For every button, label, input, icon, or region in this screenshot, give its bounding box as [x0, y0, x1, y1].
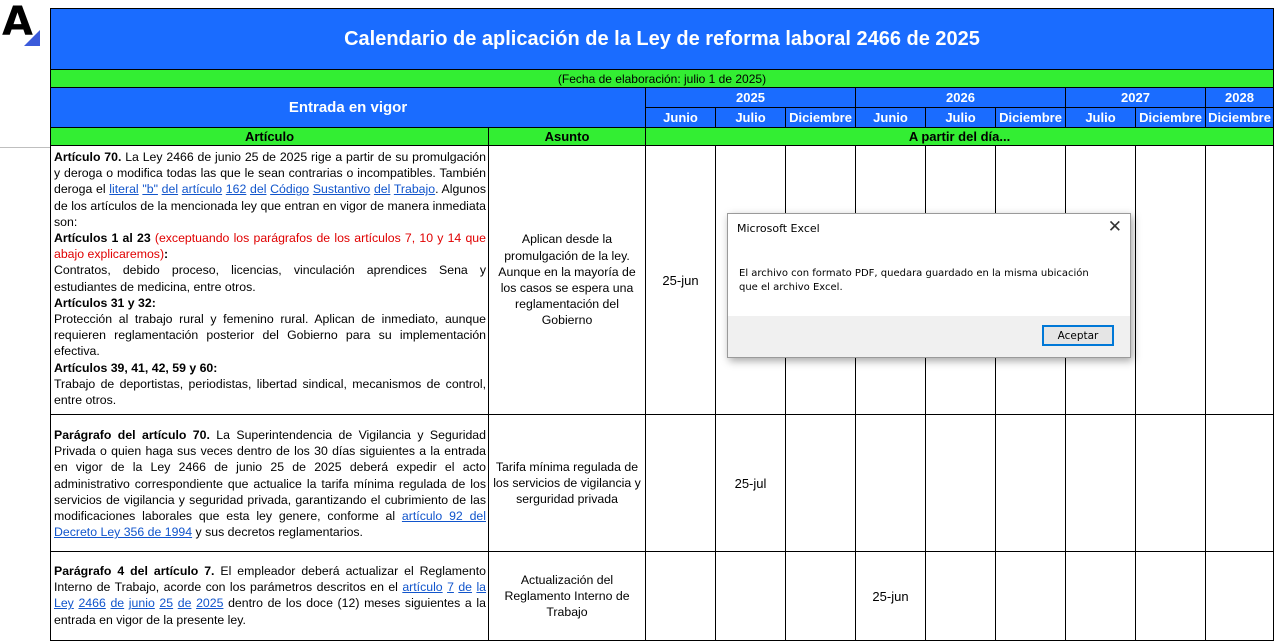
table-row-articulo[interactable] [50, 146, 489, 415]
article-ref: Artículos 39, 41, 42, 59 y 60: [54, 360, 218, 375]
article-text: Trabajo de deportistas, periodistas, libertad sindical, mecanismos de control, entre otros. [54, 376, 486, 408]
dialog-message: El archivo con formato PDF, quedara guardado en la misma ubicación que el archivo Excel. [739, 268, 1089, 293]
law-link[interactable]: artículo [181, 182, 223, 197]
law-link[interactable]: junio [128, 596, 155, 611]
article-note: (exceptuando los parágrafos de los artículos 7, 10 y 14 que abajo explicaremos) [54, 231, 486, 262]
dialog-footer [728, 316, 1130, 357]
table-row-asunto[interactable]: Tarifa mínima regulada de los servicios de vigilancia y serguridad privada [489, 415, 646, 552]
year-header-2027[interactable]: 2027 [1066, 88, 1206, 108]
empty-cell[interactable] [1066, 552, 1136, 641]
empty-cell[interactable] [856, 415, 926, 552]
date-cell[interactable]: 25-jul [716, 415, 786, 552]
article-text: . Algunos de los artículos de la mencionada ley que entran en vigor de manera inmediata son: [54, 182, 486, 229]
law-link[interactable]: literal [109, 182, 139, 197]
article-ref: Artículos 1 al 23 [54, 231, 151, 246]
logo [0, 0, 50, 148]
table-row-asunto[interactable]: Aplican desde la promulgación de la ley. Aunque en la mayoría de los casos se espera una reglamentación del Gobierno [489, 146, 646, 415]
empty-cell[interactable] [1066, 415, 1136, 552]
logo-letter: A [2, 0, 33, 45]
date-cell[interactable]: 25-jun [646, 146, 716, 415]
law-link[interactable]: Trabajo [393, 182, 436, 197]
law-link[interactable]: la [476, 580, 487, 595]
sheet-subtitle[interactable]: (Fecha de elaboración: julio 1 de 2025) [50, 70, 1274, 88]
law-link[interactable]: del [161, 182, 179, 197]
empty-cell[interactable] [1206, 146, 1274, 415]
empty-cell[interactable] [926, 415, 996, 552]
article-text: La Ley 2466 de junio 25 de 2025 rige a partir de su promulgación y deroga o modifica todas las que le sean contrarias o incompatibles. También deroga el [54, 150, 486, 197]
year-header-2028[interactable]: 2028 [1206, 88, 1274, 108]
law-link[interactable]: Código [270, 182, 310, 197]
table-row-articulo[interactable] [50, 415, 489, 552]
law-link[interactable]: del [250, 182, 267, 197]
col-header-asunto[interactable]: Asunto [489, 128, 646, 146]
law-link[interactable]: 7 [447, 580, 454, 595]
year-header-2025[interactable]: 2025 [646, 88, 856, 108]
logo-triangle-icon [24, 30, 40, 46]
law-link[interactable]: "b" [142, 182, 158, 197]
empty-cell[interactable] [1136, 552, 1206, 641]
empty-cell[interactable] [996, 552, 1066, 641]
empty-cell[interactable] [786, 415, 856, 552]
law-link[interactable]: 25 [159, 596, 174, 611]
empty-cell[interactable] [1206, 415, 1274, 552]
article-colon: : [164, 247, 169, 262]
empty-cell[interactable] [716, 552, 786, 641]
year-header-2026[interactable]: 2026 [856, 88, 1066, 108]
article-text: y sus decretos reglamentarios. [192, 525, 363, 540]
col-header-articulo[interactable]: Artículo [50, 128, 489, 146]
dialog-title: Microsoft Excel [737, 222, 820, 235]
table-row-articulo[interactable] [50, 552, 489, 641]
law-link[interactable]: 2025 [196, 596, 224, 611]
empty-cell[interactable] [1206, 552, 1274, 641]
article-text: La Superintendencia de Vigilancia y Seguridad Privada o quien haga sus veces dentro de los 30 días siguientes a la entrada en vigor de la Ley 2466 de junio 25 de 2025 deberá expedir el acto administrativo correspondiente que actualice la tarifa mínima regulada de los servicios de vigilancia y seguridad privada, garantizando el cubrimiento de las modificaciones laborales que esta ley genere, conforme al [54, 428, 486, 524]
empty-cell[interactable] [646, 552, 716, 641]
empty-cell[interactable] [646, 415, 716, 552]
law-link[interactable]: artículo 92 del Decreto Ley 356 de 1994 [54, 509, 486, 540]
law-link[interactable]: de [177, 596, 192, 611]
law-link[interactable]: de [110, 596, 125, 611]
article-ref: Artículo 70. [54, 150, 122, 164]
month-header[interactable]: Junio [646, 108, 716, 128]
article-ref: Artículos 31 y 32: [54, 295, 156, 310]
col-header-a-partir[interactable]: A partir del día... [646, 128, 1274, 146]
month-header[interactable]: Junio [856, 108, 926, 128]
accept-button[interactable]: Aceptar [1042, 325, 1114, 346]
empty-cell[interactable] [926, 552, 996, 641]
article-text: Protección al trabajo rural y femenino rural. Aplican de inmediato, aunque requieren reglamentación posterior del Gobierno para su implementación efectiva. [54, 312, 486, 359]
month-header[interactable]: Diciembre [1136, 108, 1206, 128]
month-header[interactable]: Julio [1066, 108, 1136, 128]
law-link[interactable]: Ley [54, 596, 74, 611]
month-header[interactable]: Julio [926, 108, 996, 128]
law-link[interactable]: 2466 [78, 596, 106, 611]
table-row-asunto[interactable]: Actualización del Reglamento Interno de Trabajo [489, 552, 646, 641]
empty-cell[interactable] [996, 415, 1066, 552]
law-link[interactable]: de [458, 580, 473, 595]
empty-cell[interactable] [1136, 146, 1206, 415]
entrada-en-vigor-header[interactable]: Entrada en vigor [50, 88, 646, 128]
law-link[interactable]: Sustantivo [312, 182, 371, 197]
law-link[interactable]: del [373, 182, 391, 197]
article-text: El empleador deberá actualizar el Reglamento Interno de Trabajo, acorde con los parámetros descritos en el [54, 564, 486, 595]
date-cell[interactable]: 25-jun [856, 552, 926, 641]
article-text: Contratos, debido proceso, licencias, vinculación aprendices Sena y estudiantes de medicina, entre otros. [54, 263, 486, 294]
message-dialog [727, 213, 1131, 358]
month-header[interactable]: Diciembre [1206, 108, 1274, 128]
law-link[interactable]: 162 [225, 182, 247, 197]
article-ref: Parágrafo del artículo 70. [54, 428, 210, 442]
law-link[interactable]: artículo [402, 580, 443, 595]
article-text: dentro de los doce (12) meses siguientes a la entrada en vigor de la presente ley. [54, 596, 486, 627]
article-ref: Parágrafo 4 del artículo 7. [54, 564, 215, 578]
row-divider [0, 147, 50, 148]
month-header[interactable]: Diciembre [786, 108, 856, 128]
month-header[interactable]: Diciembre [996, 108, 1066, 128]
close-icon[interactable]: ✕ [1107, 217, 1122, 237]
empty-cell[interactable] [1136, 415, 1206, 552]
sheet-title[interactable]: Calendario de aplicación de la Ley de reforma laboral 2466 de 2025 [50, 8, 1274, 70]
month-header[interactable]: Julio [716, 108, 786, 128]
empty-cell[interactable] [786, 552, 856, 641]
